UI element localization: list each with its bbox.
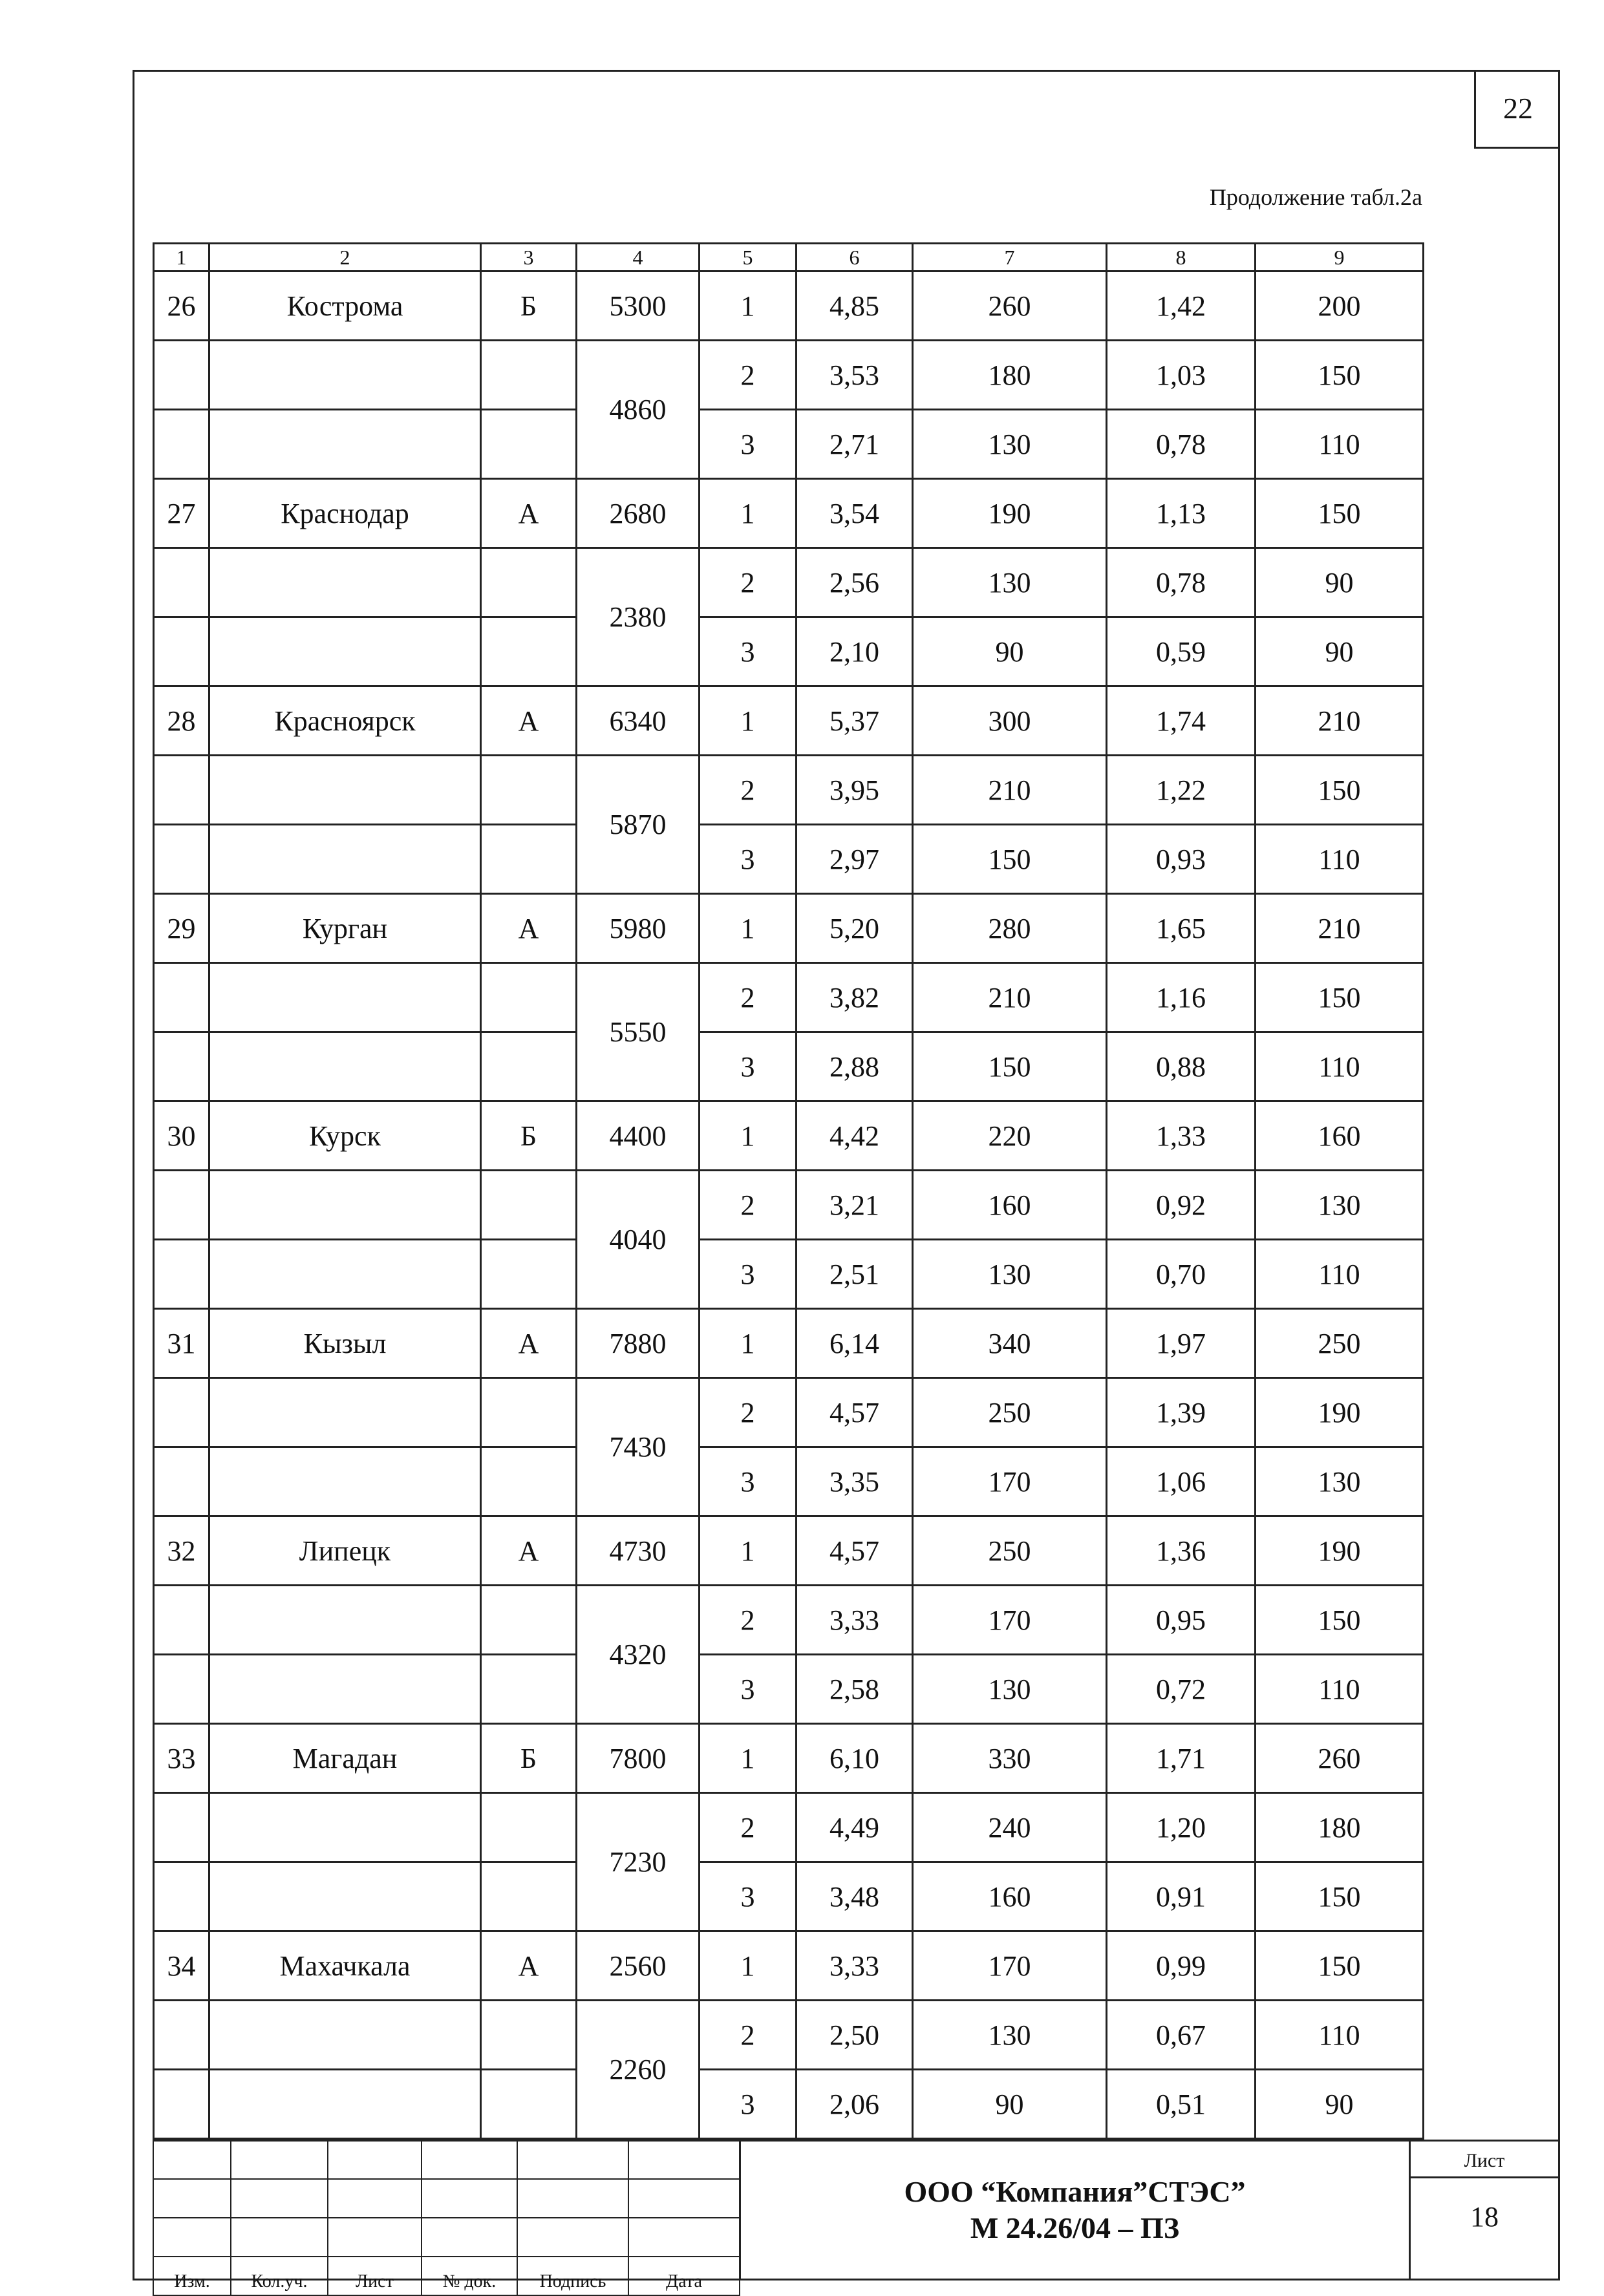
category-cell bbox=[481, 2070, 577, 2139]
category-cell bbox=[481, 617, 577, 686]
category-cell bbox=[481, 1378, 577, 1447]
row-number-cell bbox=[154, 1171, 209, 1240]
row-number-cell bbox=[154, 548, 209, 617]
sheet-label: Лист bbox=[1409, 2143, 1560, 2178]
value-col4-cell: 7800 bbox=[577, 1724, 700, 1793]
data-table bbox=[153, 242, 1424, 2140]
value-col9-cell: 90 bbox=[1256, 548, 1424, 617]
category-cell bbox=[481, 2001, 577, 2070]
city-cell bbox=[209, 2070, 481, 2139]
table-row bbox=[154, 1724, 1424, 1793]
value-col6-cell: 5,20 bbox=[797, 894, 913, 963]
row-number-cell: 33 bbox=[154, 1724, 209, 1793]
category-cell: А bbox=[481, 1516, 577, 1586]
value-col8-cell: 0,99 bbox=[1107, 1931, 1256, 2001]
value-col7-cell: 330 bbox=[913, 1724, 1107, 1793]
category-cell bbox=[481, 548, 577, 617]
value-col7-cell: 160 bbox=[913, 1862, 1107, 1931]
label-doc-no: № док. bbox=[422, 2257, 517, 2295]
label-list: Лист bbox=[328, 2257, 422, 2295]
category-cell: Б bbox=[481, 1724, 577, 1793]
value-col9-cell: 210 bbox=[1256, 686, 1424, 756]
row-number-cell: 32 bbox=[154, 1516, 209, 1586]
value-col9-cell: 150 bbox=[1256, 756, 1424, 825]
value-col4-cell: 5550 bbox=[577, 963, 700, 1101]
city-cell: Красноярск bbox=[209, 686, 481, 756]
value-col6-cell: 3,33 bbox=[797, 1586, 913, 1655]
table-row bbox=[154, 1101, 1424, 1171]
row-number-cell bbox=[154, 963, 209, 1032]
value-col4-cell: 7430 bbox=[577, 1378, 700, 1516]
row-number-cell: 26 bbox=[154, 271, 209, 341]
value-col7-cell: 170 bbox=[913, 1586, 1107, 1655]
value-col5-cell: 3 bbox=[700, 1862, 797, 1931]
col-header: 2 bbox=[209, 244, 481, 271]
table-row bbox=[154, 1862, 1424, 1931]
value-col8-cell: 1,36 bbox=[1107, 1516, 1256, 1586]
value-col8-cell: 1,06 bbox=[1107, 1447, 1256, 1516]
title-block-center bbox=[739, 2140, 1409, 2280]
revision-row bbox=[153, 2218, 740, 2257]
value-col9-cell: 110 bbox=[1256, 2001, 1424, 2070]
value-col7-cell: 240 bbox=[913, 1793, 1107, 1862]
city-cell bbox=[209, 1586, 481, 1655]
row-number-cell bbox=[154, 1447, 209, 1516]
value-col4-cell: 5980 bbox=[577, 894, 700, 963]
sheet-number: 18 bbox=[1470, 2201, 1499, 2233]
value-col5-cell: 2 bbox=[700, 341, 797, 410]
revision-label-row bbox=[153, 2257, 740, 2295]
value-col7-cell: 160 bbox=[913, 1171, 1107, 1240]
value-col5-cell: 2 bbox=[700, 548, 797, 617]
label-signature: Подпись bbox=[517, 2257, 628, 2295]
value-col7-cell: 150 bbox=[913, 825, 1107, 894]
value-col6-cell: 2,56 bbox=[797, 548, 913, 617]
value-col6-cell: 2,71 bbox=[797, 410, 913, 479]
city-cell bbox=[209, 1171, 481, 1240]
row-number-cell bbox=[154, 617, 209, 686]
row-number-cell bbox=[154, 341, 209, 410]
value-col9-cell: 130 bbox=[1256, 1447, 1424, 1516]
city-cell bbox=[209, 341, 481, 410]
value-col6-cell: 2,88 bbox=[797, 1032, 913, 1101]
row-number-cell: 29 bbox=[154, 894, 209, 963]
value-col7-cell: 130 bbox=[913, 1240, 1107, 1309]
value-col9-cell: 130 bbox=[1256, 1171, 1424, 1240]
value-col5-cell: 3 bbox=[700, 2070, 797, 2139]
table-row bbox=[154, 756, 1424, 825]
category-cell bbox=[481, 1793, 577, 1862]
row-number-cell: 34 bbox=[154, 1931, 209, 2001]
city-cell bbox=[209, 1032, 481, 1101]
row-number-cell bbox=[154, 1378, 209, 1447]
revision-row bbox=[153, 2179, 740, 2218]
city-cell bbox=[209, 548, 481, 617]
value-col6-cell: 2,06 bbox=[797, 2070, 913, 2139]
value-col5-cell: 1 bbox=[700, 1931, 797, 2001]
value-col8-cell: 1,03 bbox=[1107, 341, 1256, 410]
value-col5-cell: 2 bbox=[700, 1171, 797, 1240]
value-col6-cell: 4,57 bbox=[797, 1516, 913, 1586]
value-col7-cell: 130 bbox=[913, 548, 1107, 617]
value-col9-cell: 110 bbox=[1256, 1240, 1424, 1309]
value-col6-cell: 4,42 bbox=[797, 1101, 913, 1171]
table-row bbox=[154, 1516, 1424, 1586]
value-col6-cell: 4,57 bbox=[797, 1378, 913, 1447]
value-col9-cell: 200 bbox=[1256, 271, 1424, 341]
label-date: Дата bbox=[628, 2257, 740, 2295]
value-col6-cell: 4,49 bbox=[797, 1793, 913, 1862]
value-col4-cell: 7230 bbox=[577, 1793, 700, 1931]
row-number-cell bbox=[154, 1862, 209, 1931]
value-col7-cell: 170 bbox=[913, 1931, 1107, 2001]
value-col9-cell: 110 bbox=[1256, 1032, 1424, 1101]
category-cell bbox=[481, 1655, 577, 1724]
value-col7-cell: 260 bbox=[913, 271, 1107, 341]
value-col6-cell: 3,35 bbox=[797, 1447, 913, 1516]
table-row bbox=[154, 1032, 1424, 1101]
city-cell bbox=[209, 1655, 481, 1724]
city-cell bbox=[209, 1378, 481, 1447]
label-izm: Изм. bbox=[153, 2257, 231, 2295]
value-col7-cell: 150 bbox=[913, 1032, 1107, 1101]
value-col8-cell: 0,78 bbox=[1107, 410, 1256, 479]
value-col6-cell: 3,53 bbox=[797, 341, 913, 410]
category-cell: А bbox=[481, 479, 577, 548]
table-row bbox=[154, 2001, 1424, 2070]
value-col7-cell: 250 bbox=[913, 1378, 1107, 1447]
category-cell: А bbox=[481, 1931, 577, 2001]
value-col5-cell: 3 bbox=[700, 1032, 797, 1101]
value-col7-cell: 220 bbox=[913, 1101, 1107, 1171]
value-col8-cell: 0,88 bbox=[1107, 1032, 1256, 1101]
row-number-cell: 31 bbox=[154, 1309, 209, 1378]
category-cell bbox=[481, 1862, 577, 1931]
value-col4-cell: 5300 bbox=[577, 271, 700, 341]
table-row bbox=[154, 1793, 1424, 1862]
table-row bbox=[154, 410, 1424, 479]
table-row bbox=[154, 1447, 1424, 1516]
value-col9-cell: 150 bbox=[1256, 341, 1424, 410]
value-col5-cell: 2 bbox=[700, 1586, 797, 1655]
revision-grid bbox=[153, 2140, 740, 2296]
value-col4-cell: 2680 bbox=[577, 479, 700, 548]
value-col5-cell: 1 bbox=[700, 894, 797, 963]
value-col4-cell: 6340 bbox=[577, 686, 700, 756]
value-col5-cell: 3 bbox=[700, 1447, 797, 1516]
revision-row bbox=[153, 2140, 740, 2179]
city-cell bbox=[209, 756, 481, 825]
col-header: 9 bbox=[1256, 244, 1424, 271]
category-cell bbox=[481, 1240, 577, 1309]
value-col7-cell: 90 bbox=[913, 2070, 1107, 2139]
category-cell: А bbox=[481, 686, 577, 756]
row-number-cell bbox=[154, 1032, 209, 1101]
table-row bbox=[154, 617, 1424, 686]
table-row bbox=[154, 2070, 1424, 2139]
value-col5-cell: 2 bbox=[700, 2001, 797, 2070]
value-col8-cell: 1,33 bbox=[1107, 1101, 1256, 1171]
row-number-cell bbox=[154, 410, 209, 479]
value-col5-cell: 1 bbox=[700, 686, 797, 756]
value-col5-cell: 1 bbox=[700, 1101, 797, 1171]
value-col5-cell: 2 bbox=[700, 1378, 797, 1447]
value-col8-cell: 1,65 bbox=[1107, 894, 1256, 963]
value-col8-cell: 0,67 bbox=[1107, 2001, 1256, 2070]
category-cell: А bbox=[481, 894, 577, 963]
table-row bbox=[154, 963, 1424, 1032]
row-number-cell bbox=[154, 1586, 209, 1655]
table-row bbox=[154, 825, 1424, 894]
value-col7-cell: 130 bbox=[913, 410, 1107, 479]
table-row bbox=[154, 1309, 1424, 1378]
value-col4-cell: 4400 bbox=[577, 1101, 700, 1171]
row-number-cell bbox=[154, 1793, 209, 1862]
value-col8-cell: 1,16 bbox=[1107, 963, 1256, 1032]
value-col7-cell: 130 bbox=[913, 1655, 1107, 1724]
value-col6-cell: 2,58 bbox=[797, 1655, 913, 1724]
value-col7-cell: 90 bbox=[913, 617, 1107, 686]
value-col8-cell: 0,93 bbox=[1107, 825, 1256, 894]
value-col6-cell: 2,10 bbox=[797, 617, 913, 686]
column-number-header bbox=[154, 244, 1424, 271]
col-header: 1 bbox=[154, 244, 209, 271]
city-cell: Курск bbox=[209, 1101, 481, 1171]
col-header: 6 bbox=[797, 244, 913, 271]
value-col6-cell: 4,85 bbox=[797, 271, 913, 341]
row-number-cell bbox=[154, 2001, 209, 2070]
value-col4-cell: 2260 bbox=[577, 2001, 700, 2139]
value-col4-cell: 4320 bbox=[577, 1586, 700, 1724]
city-cell: Краснодар bbox=[209, 479, 481, 548]
value-col8-cell: 0,92 bbox=[1107, 1171, 1256, 1240]
city-cell: Кострома bbox=[209, 271, 481, 341]
value-col9-cell: 190 bbox=[1256, 1378, 1424, 1447]
value-col8-cell: 1,74 bbox=[1107, 686, 1256, 756]
value-col9-cell: 150 bbox=[1256, 963, 1424, 1032]
value-col5-cell: 3 bbox=[700, 410, 797, 479]
value-col7-cell: 190 bbox=[913, 479, 1107, 548]
value-col7-cell: 210 bbox=[913, 756, 1107, 825]
value-col7-cell: 300 bbox=[913, 686, 1107, 756]
value-col7-cell: 280 bbox=[913, 894, 1107, 963]
table-row bbox=[154, 1931, 1424, 2001]
value-col6-cell: 3,33 bbox=[797, 1931, 913, 2001]
city-cell: Кызыл bbox=[209, 1309, 481, 1378]
value-col5-cell: 3 bbox=[700, 1240, 797, 1309]
row-number-cell bbox=[154, 1240, 209, 1309]
category-cell bbox=[481, 1447, 577, 1516]
table-row bbox=[154, 1655, 1424, 1724]
table-row bbox=[154, 479, 1424, 548]
table-body bbox=[154, 244, 1424, 2139]
value-col6-cell: 3,82 bbox=[797, 963, 913, 1032]
col-header: 3 bbox=[481, 244, 577, 271]
value-col9-cell: 260 bbox=[1256, 1724, 1424, 1793]
page-number: 22 bbox=[1474, 70, 1560, 149]
value-col6-cell: 2,51 bbox=[797, 1240, 913, 1309]
value-col7-cell: 130 bbox=[913, 2001, 1107, 2070]
value-col5-cell: 1 bbox=[700, 1309, 797, 1378]
value-col9-cell: 210 bbox=[1256, 894, 1424, 963]
value-col9-cell: 150 bbox=[1256, 1931, 1424, 2001]
value-col4-cell: 7880 bbox=[577, 1309, 700, 1378]
city-cell bbox=[209, 2001, 481, 2070]
category-cell bbox=[481, 1586, 577, 1655]
value-col8-cell: 1,42 bbox=[1107, 271, 1256, 341]
category-cell: Б bbox=[481, 271, 577, 341]
value-col5-cell: 1 bbox=[700, 1516, 797, 1586]
col-header: 5 bbox=[700, 244, 797, 271]
value-col4-cell: 4730 bbox=[577, 1516, 700, 1586]
row-number-cell bbox=[154, 2070, 209, 2139]
value-col7-cell: 180 bbox=[913, 341, 1107, 410]
table-row bbox=[154, 548, 1424, 617]
value-col5-cell: 3 bbox=[700, 825, 797, 894]
category-cell bbox=[481, 963, 577, 1032]
value-col4-cell: 4860 bbox=[577, 341, 700, 479]
city-cell bbox=[209, 963, 481, 1032]
value-col7-cell: 250 bbox=[913, 1516, 1107, 1586]
col-header: 7 bbox=[913, 244, 1107, 271]
value-col9-cell: 160 bbox=[1256, 1101, 1424, 1171]
value-col6-cell: 6,10 bbox=[797, 1724, 913, 1793]
value-col5-cell: 1 bbox=[700, 479, 797, 548]
row-number-cell: 28 bbox=[154, 686, 209, 756]
table-continuation-caption: Продолжение табл.2а bbox=[1209, 184, 1422, 210]
value-col5-cell: 1 bbox=[700, 1724, 797, 1793]
table-row bbox=[154, 1378, 1424, 1447]
value-col6-cell: 3,54 bbox=[797, 479, 913, 548]
label-kol-uch: Кол.уч. bbox=[231, 2257, 328, 2295]
value-col9-cell: 250 bbox=[1256, 1309, 1424, 1378]
value-col8-cell: 0,91 bbox=[1107, 1862, 1256, 1931]
value-col8-cell: 0,59 bbox=[1107, 617, 1256, 686]
value-col9-cell: 110 bbox=[1256, 410, 1424, 479]
city-cell: Курган bbox=[209, 894, 481, 963]
row-number-cell bbox=[154, 756, 209, 825]
value-col5-cell: 3 bbox=[700, 617, 797, 686]
category-cell bbox=[481, 756, 577, 825]
value-col4-cell: 2380 bbox=[577, 548, 700, 686]
col-header: 8 bbox=[1107, 244, 1256, 271]
document-code: М 24.26/04 – ПЗ bbox=[970, 2211, 1180, 2244]
value-col5-cell: 2 bbox=[700, 1793, 797, 1862]
category-cell: Б bbox=[481, 1101, 577, 1171]
category-cell bbox=[481, 410, 577, 479]
value-col7-cell: 170 bbox=[913, 1447, 1107, 1516]
table-row bbox=[154, 341, 1424, 410]
value-col8-cell: 1,71 bbox=[1107, 1724, 1256, 1793]
value-col9-cell: 150 bbox=[1256, 479, 1424, 548]
city-cell: Магадан bbox=[209, 1724, 481, 1793]
value-col9-cell: 150 bbox=[1256, 1586, 1424, 1655]
table-row bbox=[154, 271, 1424, 341]
value-col4-cell: 2560 bbox=[577, 1931, 700, 2001]
table-row bbox=[154, 1586, 1424, 1655]
value-col5-cell: 2 bbox=[700, 963, 797, 1032]
category-cell bbox=[481, 825, 577, 894]
value-col7-cell: 340 bbox=[913, 1309, 1107, 1378]
value-col9-cell: 90 bbox=[1256, 2070, 1424, 2139]
city-cell: Махачкала bbox=[209, 1931, 481, 2001]
table-row bbox=[154, 1240, 1424, 1309]
category-cell bbox=[481, 341, 577, 410]
table-row bbox=[154, 1171, 1424, 1240]
row-number-cell: 27 bbox=[154, 479, 209, 548]
value-col5-cell: 3 bbox=[700, 1655, 797, 1724]
value-col8-cell: 1,20 bbox=[1107, 1793, 1256, 1862]
value-col6-cell: 3,48 bbox=[797, 1862, 913, 1931]
city-cell bbox=[209, 410, 481, 479]
city-cell bbox=[209, 1862, 481, 1931]
city-cell bbox=[209, 1447, 481, 1516]
value-col9-cell: 190 bbox=[1256, 1516, 1424, 1586]
city-cell bbox=[209, 825, 481, 894]
value-col6-cell: 3,21 bbox=[797, 1171, 913, 1240]
row-number-cell: 30 bbox=[154, 1101, 209, 1171]
row-number-cell bbox=[154, 825, 209, 894]
value-col9-cell: 180 bbox=[1256, 1793, 1424, 1862]
value-col4-cell: 5870 bbox=[577, 756, 700, 894]
value-col6-cell: 6,14 bbox=[797, 1309, 913, 1378]
category-cell bbox=[481, 1032, 577, 1101]
value-col8-cell: 0,51 bbox=[1107, 2070, 1256, 2139]
value-col8-cell: 0,70 bbox=[1107, 1240, 1256, 1309]
city-cell bbox=[209, 617, 481, 686]
category-cell: А bbox=[481, 1309, 577, 1378]
value-col6-cell: 5,37 bbox=[797, 686, 913, 756]
value-col8-cell: 0,78 bbox=[1107, 548, 1256, 617]
value-col5-cell: 1 bbox=[700, 271, 797, 341]
city-cell: Липецк bbox=[209, 1516, 481, 1586]
col-header: 4 bbox=[577, 244, 700, 271]
value-col8-cell: 0,95 bbox=[1107, 1586, 1256, 1655]
city-cell bbox=[209, 1240, 481, 1309]
value-col7-cell: 210 bbox=[913, 963, 1107, 1032]
row-number-cell bbox=[154, 1655, 209, 1724]
category-cell bbox=[481, 1171, 577, 1240]
value-col9-cell: 150 bbox=[1256, 1862, 1424, 1931]
value-col9-cell: 110 bbox=[1256, 825, 1424, 894]
value-col8-cell: 1,22 bbox=[1107, 756, 1256, 825]
value-col8-cell: 0,72 bbox=[1107, 1655, 1256, 1724]
value-col4-cell: 4040 bbox=[577, 1171, 700, 1309]
company-name: ООО “Компания”СТЭС” bbox=[904, 2175, 1246, 2208]
value-col9-cell: 110 bbox=[1256, 1655, 1424, 1724]
value-col6-cell: 3,95 bbox=[797, 756, 913, 825]
value-col5-cell: 2 bbox=[700, 756, 797, 825]
value-col9-cell: 90 bbox=[1256, 617, 1424, 686]
value-col8-cell: 1,39 bbox=[1107, 1378, 1256, 1447]
table-row bbox=[154, 894, 1424, 963]
city-cell bbox=[209, 1793, 481, 1862]
value-col8-cell: 1,97 bbox=[1107, 1309, 1256, 1378]
value-col8-cell: 1,13 bbox=[1107, 479, 1256, 548]
table-row bbox=[154, 686, 1424, 756]
value-col6-cell: 2,97 bbox=[797, 825, 913, 894]
value-col6-cell: 2,50 bbox=[797, 2001, 913, 2070]
